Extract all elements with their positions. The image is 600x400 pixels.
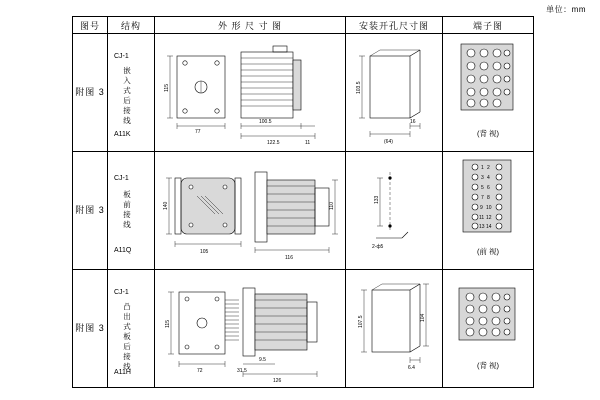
dim-64: (64) [384, 139, 393, 145]
svg-text:14: 14 [486, 224, 492, 230]
unit-note: 单位：mm [546, 5, 586, 14]
header-outline: 外 形 尺 寸 图 [155, 17, 346, 34]
dim-133: 133 [374, 195, 380, 204]
fig-no-label: 附图 3 [75, 323, 105, 333]
cell-fig-no [73, 34, 108, 152]
dim-115: 115 [164, 84, 170, 92]
dim-104: 104 [420, 313, 426, 322]
cell-outline-drawing [155, 270, 346, 388]
dim-116: 116 [285, 255, 293, 261]
dim-115: 115 [165, 320, 171, 328]
cell-structure [108, 270, 155, 388]
terminal-diagram-1 [443, 34, 531, 134]
outline-drawing-1 [155, 34, 343, 149]
specification-table [72, 16, 534, 388]
svg-text:8: 8 [487, 195, 490, 201]
fig-no-label: 附图 3 [75, 205, 105, 215]
dim-16: 16 [410, 119, 416, 125]
terminal-diagram-2 [443, 152, 531, 252]
dim-31-5: 31.5 [237, 368, 247, 374]
cell-fig-no [73, 152, 108, 270]
svg-text:5: 5 [481, 185, 484, 191]
outline-drawing-3 [155, 270, 343, 385]
cell-outline-drawing [155, 34, 346, 152]
outline-drawing-2 [155, 152, 343, 267]
svg-text:6: 6 [487, 185, 490, 191]
cell-structure [108, 152, 155, 270]
svg-text:13: 13 [479, 224, 485, 230]
svg-text:1: 1 [481, 165, 484, 171]
cell-fig-no [73, 270, 108, 388]
structure-model: CJ-1 [114, 175, 129, 182]
cell-outline-drawing [155, 152, 346, 270]
dim-122-5: 122.5 [267, 140, 280, 146]
table-row [73, 152, 534, 270]
cell-structure [108, 34, 155, 152]
table-row [73, 270, 534, 388]
terminal-diagram-3 [443, 270, 531, 370]
dim-2-phi5: 2-ф5 [372, 244, 384, 250]
svg-text:3: 3 [481, 175, 484, 181]
header-fig-no: 图号 [73, 17, 108, 34]
dim-100-5: 100.5 [259, 119, 272, 125]
svg-text:11: 11 [479, 215, 485, 221]
cell-terminal-diagram [443, 270, 534, 388]
dim-77: 77 [195, 129, 201, 135]
dim-105: 105 [200, 249, 209, 255]
table-row [73, 34, 534, 152]
mounting-drawing-1 [346, 34, 440, 149]
header-terminal: 端子图 [443, 17, 534, 34]
structure-code: A11Q [114, 247, 132, 254]
svg-text:10: 10 [486, 205, 492, 211]
header-mounting: 安装开孔尺寸图 [346, 17, 443, 34]
dim-107-5: 107.5 [358, 315, 364, 328]
structure-code: A11K [114, 131, 131, 138]
dim-126: 126 [273, 378, 282, 384]
cell-mounting-drawing [346, 34, 443, 152]
svg-text:7: 7 [481, 195, 484, 201]
terminal-view-caption: (背 视) [476, 361, 500, 370]
mounting-drawing-3 [346, 270, 440, 385]
svg-text:12: 12 [486, 215, 492, 221]
cell-mounting-drawing [346, 270, 443, 388]
terminal-view-caption: (背 视) [476, 129, 500, 138]
mounting-drawing-2 [346, 152, 440, 267]
structure-type: 嵌入式后接线 [123, 66, 131, 125]
dim-11: 11 [305, 140, 311, 146]
svg-text:9: 9 [480, 205, 483, 211]
structure-type: 板前接线 [123, 190, 131, 229]
dim-103-5: 103.5 [356, 81, 362, 94]
structure-model: CJ-1 [114, 289, 129, 296]
cell-terminal-diagram [443, 34, 534, 152]
terminal-view-caption: (前 视) [476, 247, 500, 256]
dim-6-4: 6.4 [408, 365, 415, 371]
dim-110: 110 [329, 202, 335, 210]
structure-model: CJ-1 [114, 53, 129, 60]
header-structure: 结构 [108, 17, 155, 34]
dim-72: 72 [197, 368, 203, 374]
table-header-row [73, 17, 534, 34]
dim-140: 140 [163, 201, 169, 210]
cell-mounting-drawing [346, 152, 443, 270]
svg-text:4: 4 [487, 175, 490, 181]
fig-no-label: 附图 3 [75, 87, 105, 97]
dim-9-5: 9.5 [259, 357, 266, 363]
svg-text:2: 2 [487, 165, 490, 171]
structure-code: A11H [114, 369, 131, 376]
structure-type: 凸出式板后接线 [123, 302, 131, 371]
cell-terminal-diagram [443, 152, 534, 270]
